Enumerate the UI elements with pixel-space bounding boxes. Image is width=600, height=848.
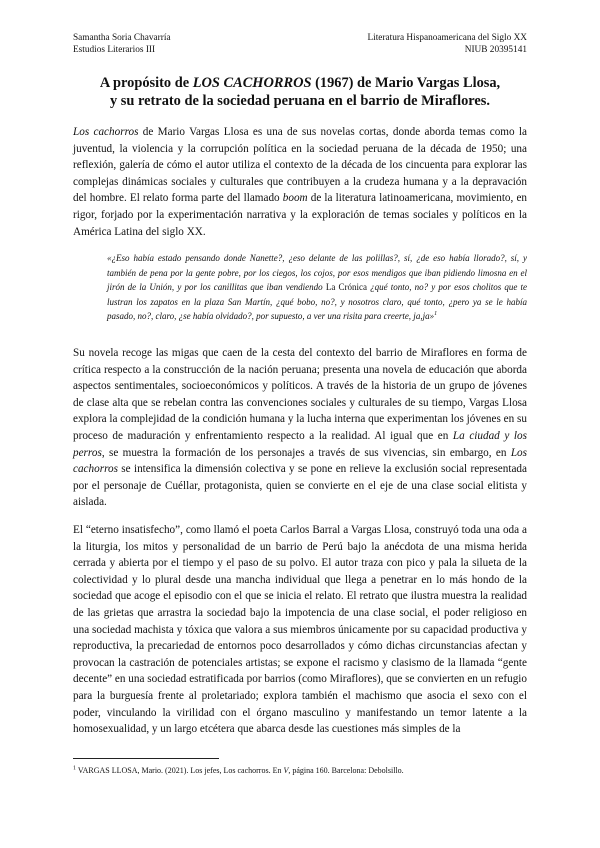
- footnote: [73, 766, 404, 776]
- title-rest-line1: (1967) de Mario Vargas Llosa,: [311, 75, 501, 91]
- title-book: LOS CACHORROS: [192, 75, 312, 91]
- block-quote: [107, 251, 527, 324]
- paragraph-1-text2: de la literatura latinoamericana, movimiento, en rigor, forjado por la experimentación narrativa y la exploración de temas sociales y políticos en la América Latina del siglo XX.: [73, 192, 528, 238]
- paragraph-1-text1: de Mario Vargas Llosa es una de sus novelas cortas, donde aborda temas como la juventud, la violencia y la corrupción política en la sociedad peruana de la década de 1950; una reflexión, galería de cómo el autor utiliza el contexto de la década de los cincuenta para explorar las complejas dinámicas sociales y culturales que contribuyen a la crudeza humana y a la depravación del hombre. El relato forma parte del llamado: [73, 126, 527, 205]
- paragraph-1-book: Los cachorros: [73, 126, 139, 138]
- title-line2: y su retrato de la sociedad peruana en el barrio de Miraflores.: [110, 93, 490, 109]
- page-title: [60, 74, 540, 110]
- paragraph-1: [73, 124, 527, 240]
- footnote-separator: [73, 758, 219, 759]
- header-left: [73, 33, 171, 56]
- footnote-volume: V: [283, 766, 289, 775]
- header-subject: Literatura Hispanoamericana del Siglo XX: [367, 33, 527, 43]
- header-student-id: NIUB 20395141: [464, 44, 527, 55]
- paragraph-3: El “eterno insatisfecho”, como llamó el poeta Carlos Barral a Vargas Llosa, construyó toda una oda a la liturgia, los mitos y personalidad de un barrio de Perú bajo la anécdota de una misma herida cerrada y abierta por el tiempo y el paso de su polvo. El autor traza con pico y pala la silueta de la colectividad y lo plural desde una mancha individual que llega a penetrar en lo más hondo de la sociedad que acoge el episodio con el que se inicia el relato. El retrato que ilustra muestra la realidad de las grietas que arrastra la sociedad bajo la impotencia de una clase social, el poder religioso en una sociedad machista y tóxica que valora a sus miembros únicamente por su capacidad productiva y reproductiva, la precariedad de entornos poco desarrollados y cómo dichas circunstancias afectan y provocan la castración de potenciales artistas; se expone el racismo y clasismo de la llamada “gente decente” en una sociedad estratificada por barrios (como Miraflores), que se convierten en un refugio para la burguesía frente al proletariado; explora también el machismo que asocia el sexo con el poder, vinculando la virilidad con el órgano masculino y manifestando un temor latente a la homosexualidad, y un largo etcétera que abarca desde las cuestiones más simples de la: [73, 524, 527, 736]
- title-prefix: A propósito de: [99, 75, 193, 91]
- paragraph-2-text2: , se muestra la formación de los personajes a través de sus vivencias, sin embargo, en: [101, 446, 511, 459]
- paragraph-2-text3: se intensifica la dimensión colectiva y se pone en relieve la exclusión social representada por el personaje de Cuéllar, protagonista, quien se convierte en el eje de una clase social elitista y aislada.: [73, 463, 527, 509]
- quote-text2: ¿qué tonto, no? y por esos cholitos que te lustran los zapatos en la plaza San Martín, ¿qué bobo, no?, y nosotros claro, qué tonto, ¿pero ya se le había pasado, no?, claro, ¿se había olvidado?, por supuesto, a ver una risita para creerte, ja,ja»: [107, 282, 528, 322]
- paragraph-1-boom: boom: [282, 192, 308, 205]
- footnote-text2: , página 160. Barcelona: Debolsillo.: [288, 766, 404, 775]
- paragraph-2-book2: Los cachorros: [73, 446, 527, 476]
- paragraph-2-book1: La ciudad y los perros: [73, 429, 527, 459]
- quote-text1: «¿Eso había estado pensando donde Nanette?, ¿eso delante de las polillas?, sí, ¿de eso había llorado?, sí, y también de pena por la gente pobre, por los ciegos, los cojos, por esos mendigos que iban pidiendo limosna en el jirón de la Unión, y por los canillitas que iban vendiendo: [107, 253, 527, 293]
- paragraph-2: [73, 345, 527, 511]
- footnote-text1: VARGAS LLOSA, Mario. (2021). Los jefes, Los cachorros. En: [76, 766, 284, 775]
- header-course: Estudios Literarios III: [73, 44, 156, 55]
- footnote-number: 1: [73, 765, 76, 772]
- quote-newspaper: La Crónica: [325, 282, 367, 293]
- paragraph-2-text1: Su novela recoge las migas que caen de la cesta del contexto del barrio de Miraflores en forma de crítica respecto a la construcción de la nación peruana; presenta una novela de educación que aborda aspectos sentimentales, socioeconómicos y políticos. A través de la historia de un grupo de jóvenes de clase alta que se rebelan contra las convenciones sociales y culturales de su tiempo, Vargas Llosa explora la complejidad de la condición humana y la lucha interna que experimentan los jóvenes en su proceso de maduración y enfrentamiento respecto a la realidad. Al igual que en: [73, 347, 527, 442]
- quote-footnote-ref[interactable]: 1: [434, 311, 438, 318]
- header-author: Samantha Soria Chavarría: [73, 33, 171, 43]
- header-right: [367, 33, 527, 56]
